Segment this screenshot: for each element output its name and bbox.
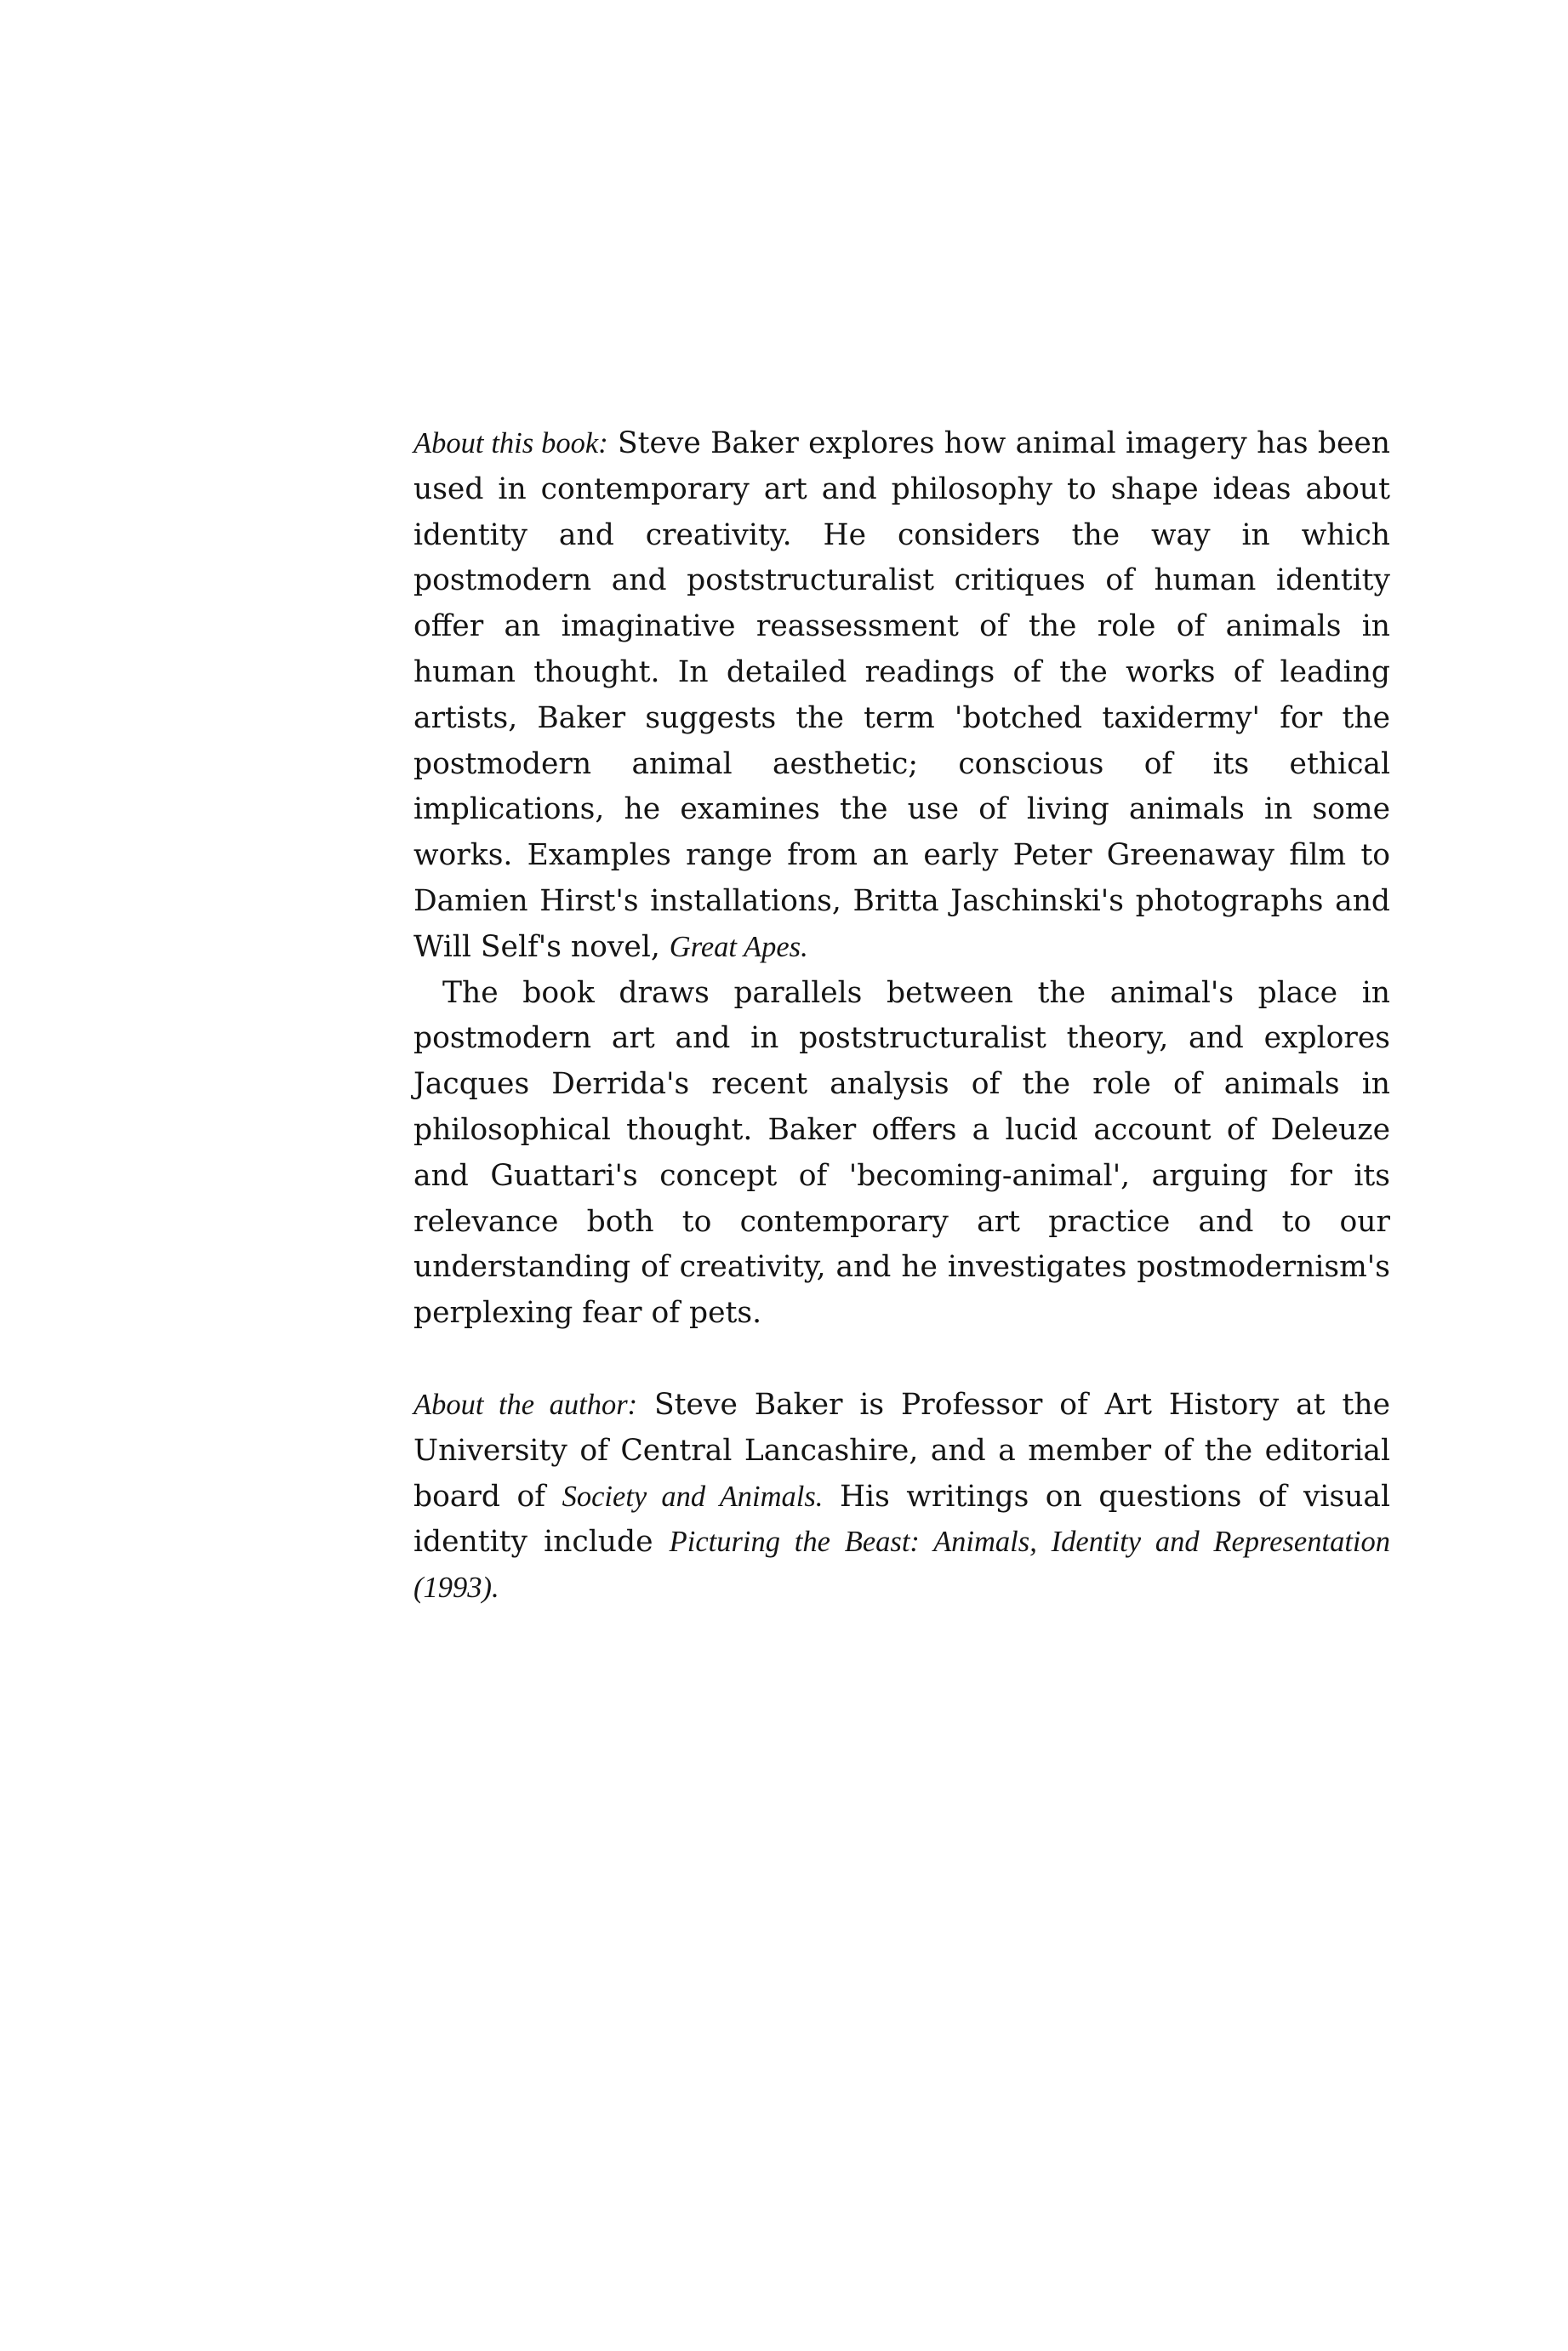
journal-title-society-and-animals: Society and Animals. [562, 1480, 824, 1513]
about-book-text: Steve Baker explores how animal imagery has been used in contemporary art and philosophy to shape ideas about identity and creativity. He considers the way in which postmodern and poststructuralist critiques of human identity offer an imaginative reassessment of the role of animals in human thought. In detailed readings of the works of leading artists, Baker suggests the term 'botched taxidermy' for the postmodern animal aesthetic; conscious of its ethical implications, he examines the use of living animals in some works. Examples range from an early Peter Greenaway film to Damien Hirst's installations, Britta Jaschinski's photographs and Will Self's novel, [413, 426, 1391, 964]
book-title-great-apes: Great Apes. [669, 930, 808, 963]
about-book-lead: About this book: [413, 427, 608, 459]
book-title-picturing-the-beast: Picturing the Beast: Animals, Identity and Representation (1993). [413, 1526, 1390, 1605]
about-author-text-2: His writings on questions of visual identity include [413, 1479, 1390, 1560]
blurb-text-block [413, 421, 1390, 1612]
about-author-text: Steve Baker is Professor of Art History at the University of Central Lancashire, and a member of the editorial board of [413, 1387, 1390, 1514]
about-book-paragraph-2: The book draws parallels between the animal's place in postmodern art and in poststructuralist theory, and explores Jacques Derrida's recent analysis of the role of animals in philosophical thought. Baker offers a lucid account of Deleuze and Guattari's concept of 'becoming-animal', arguing for its relevance both to contemporary art practice and to our understanding of creativity, and he investigates postmodernism's perplexing fear of pets. [413, 975, 1390, 1331]
about-author-lead: About the author: [413, 1388, 638, 1421]
about-book-paragraph [413, 421, 1390, 971]
about-author-paragraph [413, 1383, 1390, 1612]
